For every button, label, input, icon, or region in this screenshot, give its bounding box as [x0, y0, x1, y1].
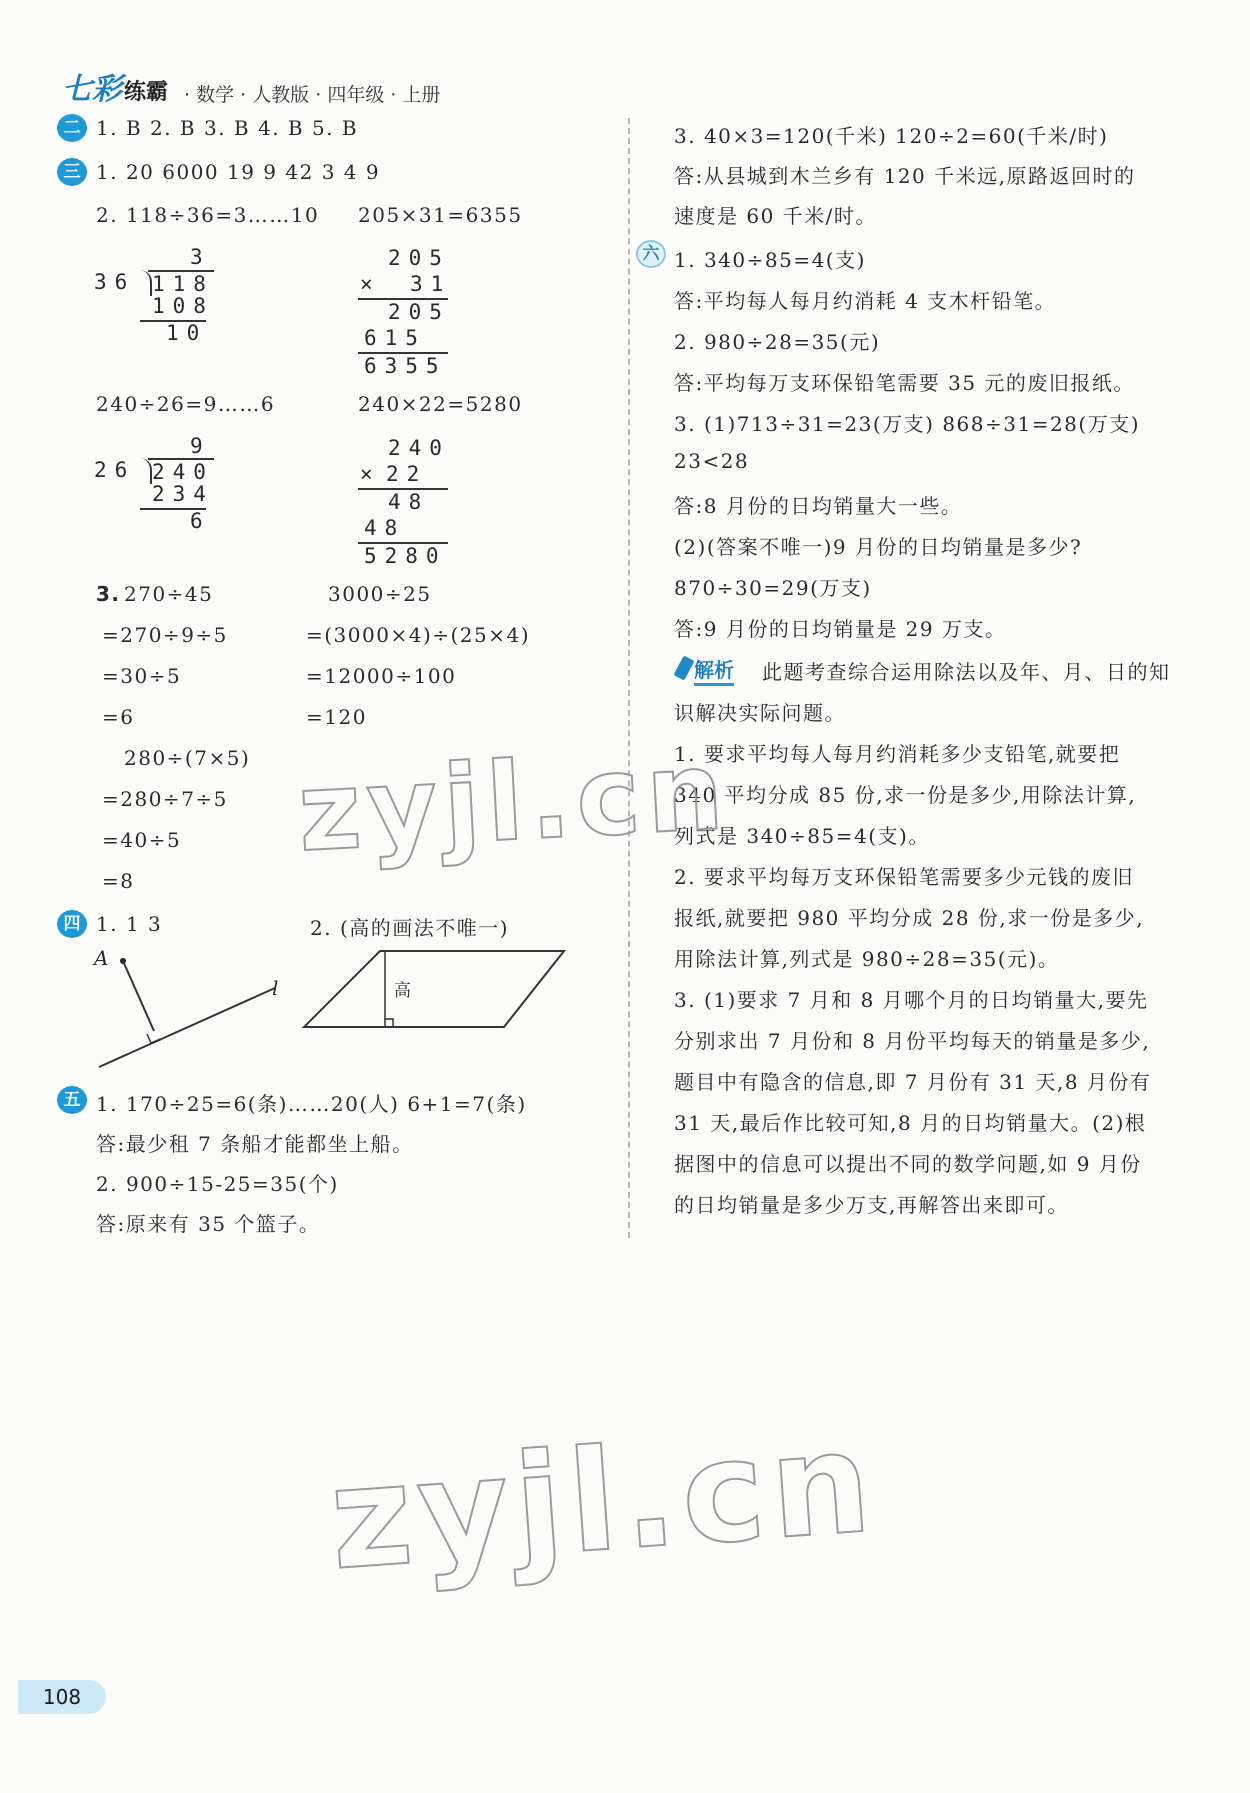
analysis-line-5: 列式是 340÷85=4(支)。	[674, 824, 930, 848]
s2-answers: 1. B 2. B 3. B 4. B 5. B	[96, 116, 359, 140]
height-label: 高	[394, 981, 411, 1001]
section-badge-4: 四	[57, 910, 87, 938]
s3-q3-c4: =8	[102, 869, 135, 893]
point-a-label: A	[94, 946, 109, 970]
section-badge-3: 三	[57, 158, 87, 186]
analysis-line-8: 用除法计算,列式是 980÷28=35(元)。	[674, 947, 1060, 971]
analysis-line-11: 题目中有隐含的信息,即 7 月份有 31 天,8 月份有	[674, 1070, 1152, 1094]
s6-a1: 答:平均每人每月约消耗 4 支木杆铅笔。	[674, 289, 1057, 313]
analysis-line-12: 31 天,最后作比较可知,8 月的日均销量大。(2)根	[674, 1111, 1147, 1135]
s3-q2b: 205×31=6355	[358, 203, 523, 227]
analysis-line-14: 的日均销量是多少万支,再解答出来即可。	[674, 1193, 1069, 1217]
s3-q3-a2: =270÷9÷5	[102, 623, 228, 647]
s6-q3-cmp: 23<28	[674, 449, 750, 473]
s3-q3-b1: 3000÷25	[328, 582, 432, 606]
s6-a2: 答:平均每万支环保铅笔需要 35 元的废旧报纸。	[674, 371, 1135, 395]
s3-q3-b3: =12000÷100	[306, 664, 457, 688]
s6-q3-2-calc: 870÷30=29(万支)	[674, 576, 872, 600]
book-subtitle: · 数学 · 人教版 · 四年级 · 上册	[184, 84, 441, 106]
s3-q3-c1: 280÷(7×5)	[124, 746, 251, 770]
s3-q3-label: 3.	[96, 582, 121, 606]
s6-q2: 2. 980÷28=35(元)	[674, 330, 881, 354]
s5-a2: 答:原来有 35 个篮子。	[96, 1212, 321, 1236]
s6-a3: 答:8 月份的日均销量大一些。	[674, 494, 963, 518]
s3-q3-b4: =120	[306, 705, 367, 729]
s4-q1: 1. 1 3	[96, 912, 163, 936]
s3-q2a: 2. 118÷36=3……10	[96, 203, 320, 227]
r-a3-l2: 速度是 60 千米/时。	[674, 204, 877, 228]
section-badge-6: 六	[636, 240, 666, 268]
s3-q3-b2: =(3000×4)÷(25×4)	[306, 623, 531, 647]
s5-a1: 答:最少租 7 条船才能都坐上船。	[96, 1132, 414, 1156]
analysis-line-13: 据图中的信息可以提出不同的数学问题,如 9 月份	[674, 1152, 1142, 1176]
s3-q3-a3: =30÷5	[102, 664, 182, 688]
s3-q3-c2: =280÷7÷5	[102, 787, 228, 811]
section-badge-2: 二	[57, 114, 87, 142]
section-badge-5: 五	[57, 1086, 87, 1114]
perpendicular-figure	[85, 945, 305, 1075]
analysis-label: 解析	[694, 654, 734, 686]
watermark-1: zyjl.cn	[295, 728, 733, 877]
analysis-line-4: 340 平均分成 85 份,求一份是多少,用除法计算,	[674, 783, 1137, 807]
s4-q2: 2. (高的画法不唯一)	[310, 916, 510, 940]
analysis-line-9: 3. (1)要求 7 月和 8 月哪个月的日均销量大,要先	[674, 988, 1149, 1012]
s5-q1: 1. 170÷25=6(条)……20(人) 6+1=7(条)	[96, 1092, 527, 1116]
analysis-line-3: 1. 要求平均每人每月约消耗多少支铅笔,就要把	[674, 742, 1121, 766]
s3-q3-a1: 270÷45	[124, 582, 214, 606]
column-divider	[628, 118, 630, 1238]
s3-q3-a4: =6	[102, 705, 135, 729]
pencil-icon	[674, 655, 695, 680]
brand-logo: 七彩练霸	[62, 72, 169, 107]
analysis-line-6: 2. 要求平均每万支环保铅笔需要多少元钱的废旧	[674, 865, 1134, 889]
line-l-label: l	[272, 976, 279, 1000]
s3-q2c: 240÷26=9……6	[96, 392, 276, 416]
s6-q3-2: (2)(答案不唯一)9 月份的日均销量是多少?	[674, 535, 1083, 559]
watermark-2: zyjl.cn	[324, 1401, 882, 1602]
s6-a3-2: 答:9 月份的日均销量是 29 万支。	[674, 617, 1007, 641]
s6-q3: 3. (1)713÷31=23(万支) 868÷31=28(万支)	[674, 412, 1141, 436]
r-q3: 3. 40×3=120(千米) 120÷2=60(千米/时)	[674, 124, 1109, 148]
analysis-line-10: 分别求出 7 月份和 8 月份平均每天的销量是多少,	[674, 1029, 1151, 1053]
s3-q2d: 240×22=5280	[358, 392, 523, 416]
s3-q3-c3: =40÷5	[102, 828, 182, 852]
parallelogram-figure	[300, 945, 580, 1035]
s5-q2: 2. 900÷15-25=35(个)	[96, 1172, 339, 1196]
page-number: 108	[18, 1680, 106, 1714]
s3-q1: 1. 20 6000 19 9 42 3 4 9	[96, 160, 381, 184]
r-a3-l1: 答:从县城到木兰乡有 120 千米远,原路返回时的	[674, 164, 1136, 188]
analysis-line-1: 此题考查综合运用除法以及年、月、日的知	[762, 660, 1171, 684]
s6-q1: 1. 340÷85=4(支)	[674, 248, 866, 272]
analysis-line-2: 识解决实际问题。	[674, 701, 846, 725]
analysis-line-7: 报纸,就要把 980 平均分成 28 份,求一份是多少,	[674, 906, 1145, 930]
